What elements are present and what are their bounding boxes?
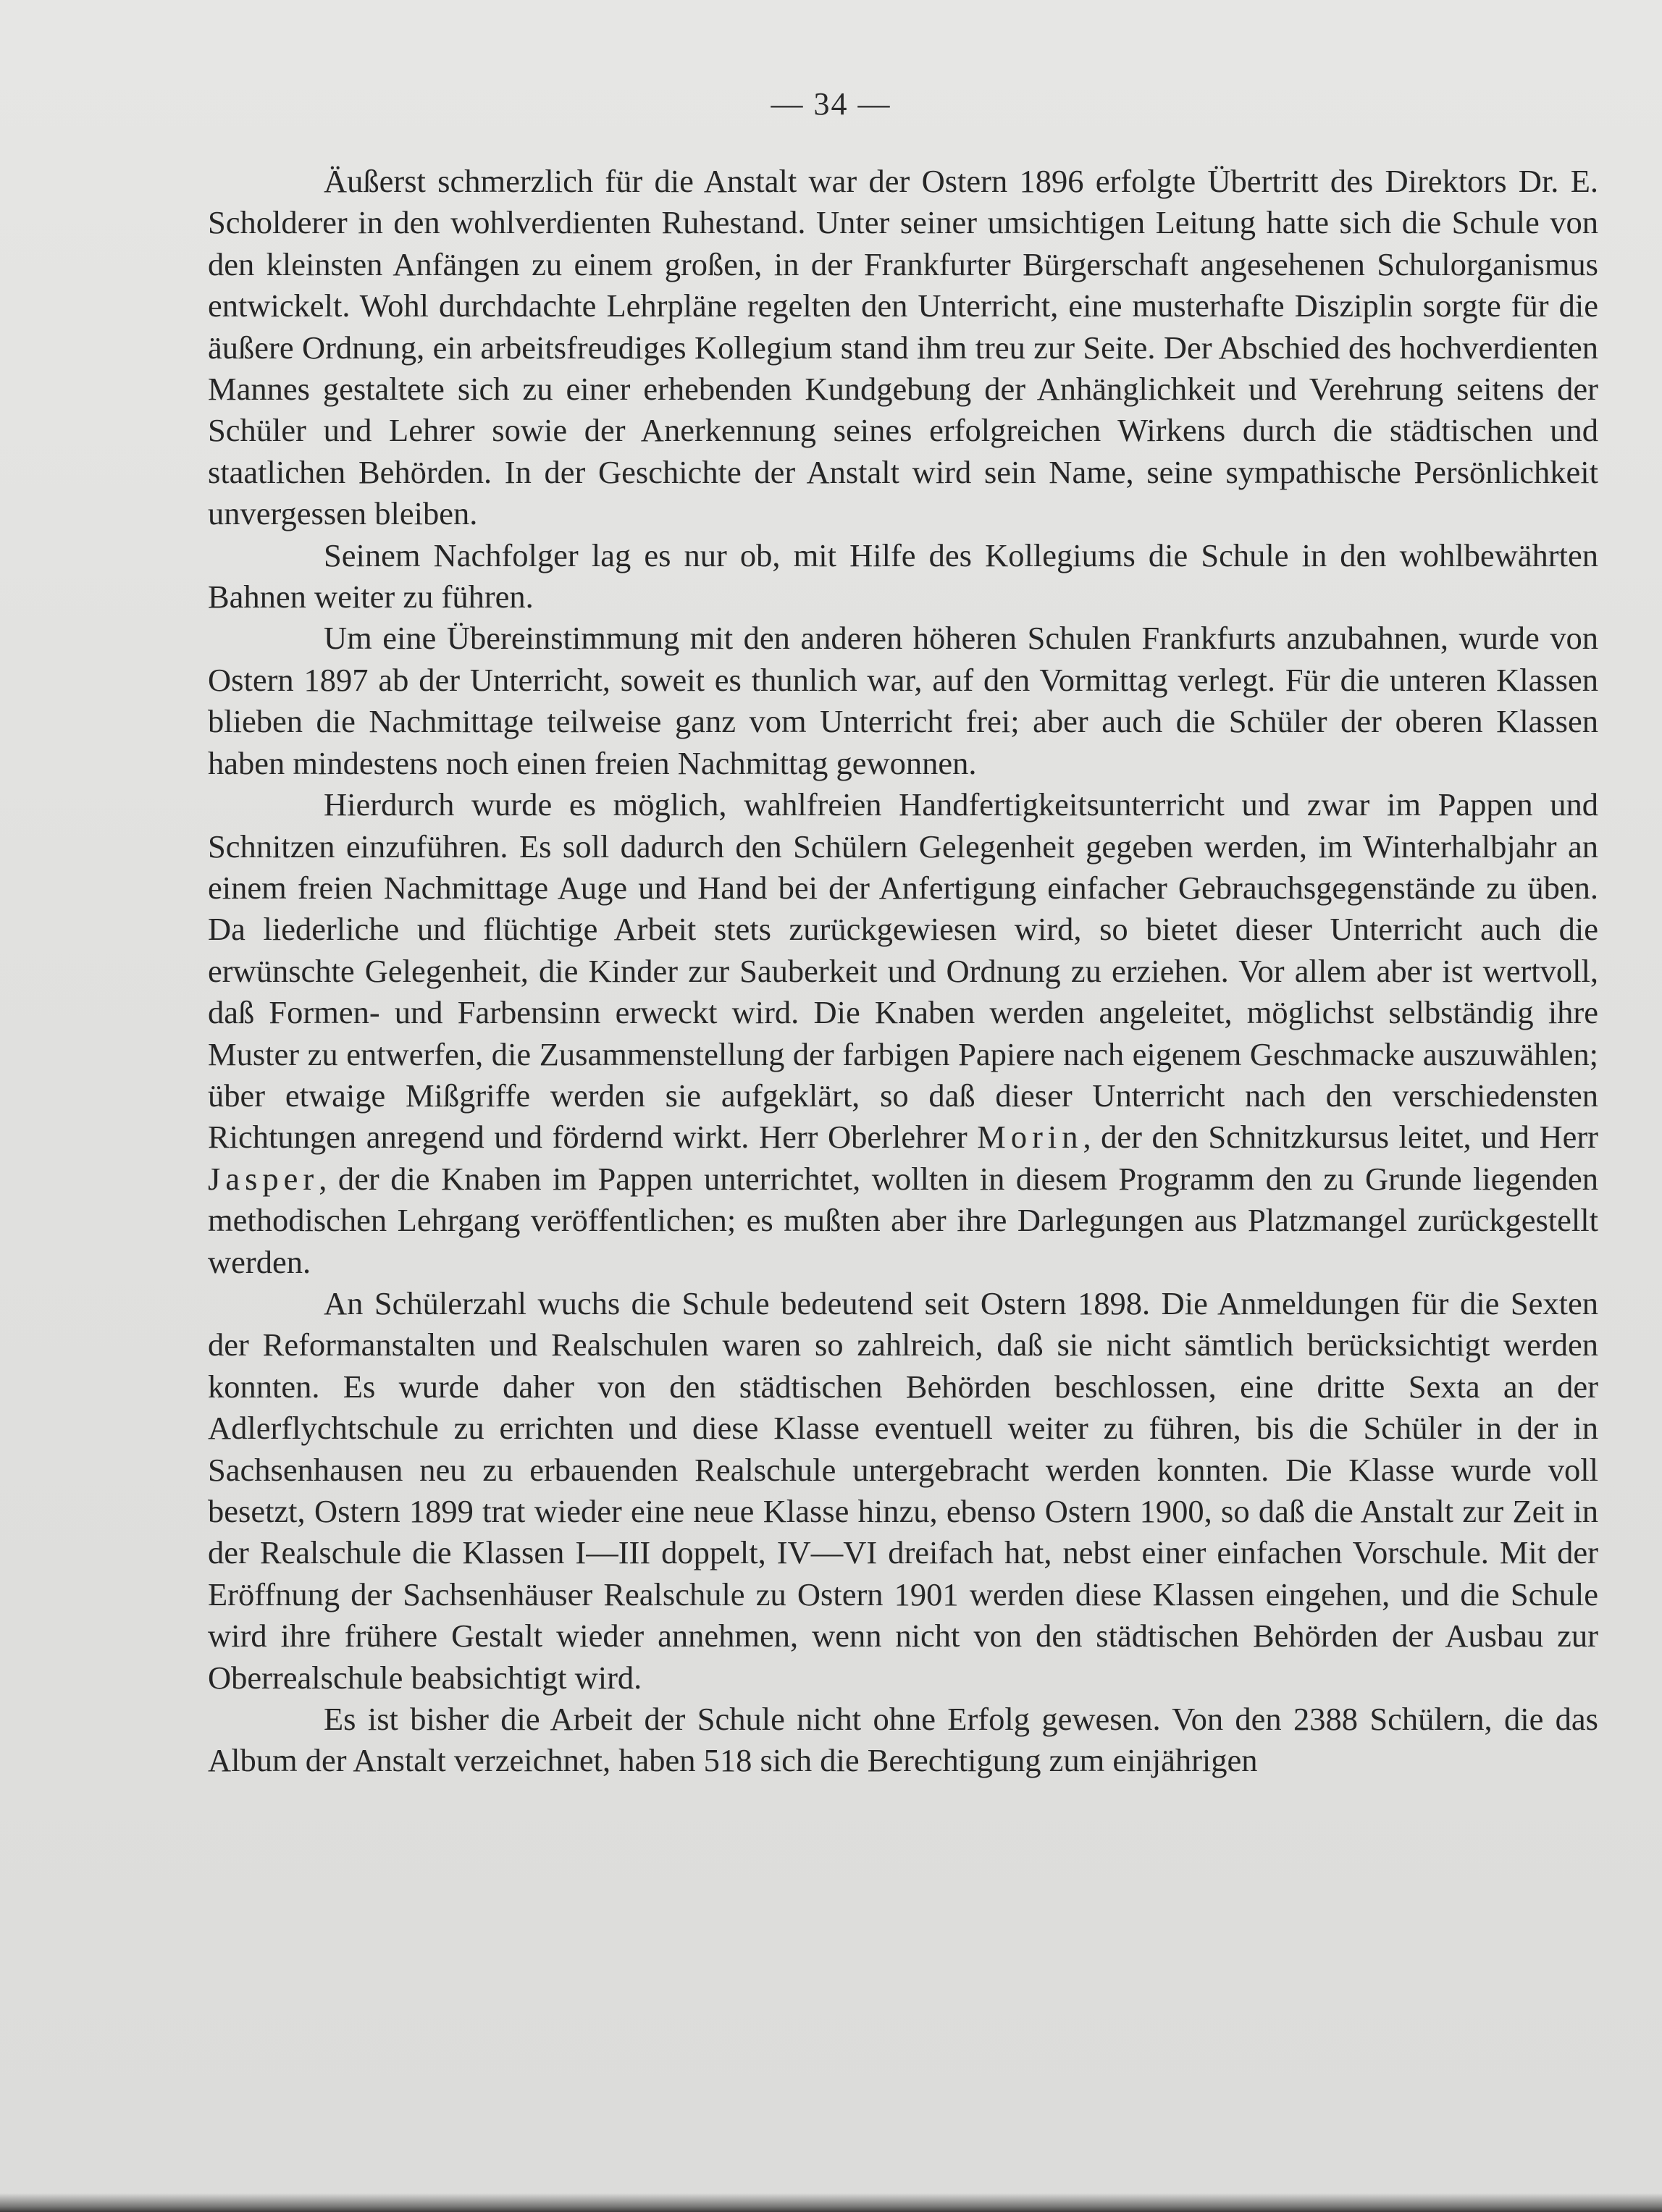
paragraph-4-text-b: , der den Schnitzkursus leitet, und Herr — [1083, 1119, 1598, 1156]
body-text — [208, 161, 1598, 1782]
scan-edge-shadow — [0, 2193, 1662, 2212]
paragraph-5 — [208, 1283, 1598, 1699]
teacher-name-jasper: Jasper — [208, 1160, 319, 1197]
paragraph-3-text: Um eine Übereinstimmung mit den anderen höheren Schulen Frankfurts anzubahnen, wurde von Ostern 1897 ab der Unterricht, soweit es thunlich war, auf den Vormittag verlegt. Für die unteren Klassen blieben die Nachmittage teilweise ganz vom Unterricht frei; aber auch die Schüler der oberen Klassen haben mindestens noch einen freien Nachmittag gewonnen. — [208, 620, 1598, 781]
paragraph-2 — [208, 535, 1598, 618]
paragraph-2-text: Seinem Nachfolger lag es nur ob, mit Hilfe des Kollegiums die Schule in den wohlbewährten Bahnen weiter zu führen. — [208, 537, 1598, 615]
page-number: — 34 — — [771, 86, 891, 122]
paragraph-1-text: Äußerst schmerzlich für die Anstalt war der Ostern 1896 erfolgte Übertritt des Direktors Dr. E. Scholderer in den wohlverdienten Ruhestand. Unter seiner umsichtigen Leitung hatte sich die Schule von den kleinsten Anfängen zu einem großen, in der Frankfurter Bürgerschaft angesehenen Schulorganismus entwickelt. Wohl durchdachte Lehrpläne regelten den Unterricht, eine musterhafte Disziplin sorgte für die äußere Ordnung, ein arbeitsfreudiges Kollegium stand ihm treu zur Seite. Der Abschied des hochverdienten Mannes gestaltete sich zu einer erhebenden Kundgebung der Anhänglichkeit und Verehrung seitens der Schüler und Lehrer sowie der Anerkennung seines erfolgreichen Wirkens durch die städtischen und staatlichen Behörden. In der Geschichte der Anstalt wird sein Name, seine sympathische Persönlichkeit unvergessen bleiben. — [208, 163, 1598, 532]
paragraph-6 — [208, 1699, 1598, 1782]
paragraph-4-text-c: , der die Knaben im Pappen unterrichtet, wollten in diesem Programm den zu Grunde liegenden methodischen Lehrgang veröffentlichen; es mußten aber ihre Darlegungen aus Platzmangel zurückgestellt werden. — [208, 1160, 1598, 1280]
paragraph-6-text: Es ist bisher die Arbeit der Schule nicht ohne Erfolg gewesen. Von den 2388 Schülern, die das Album der Anstalt verzeichnet, haben 518 sich die Berechtigung zum einjährigen — [208, 1701, 1598, 1779]
paragraph-4-text-a: Hierdurch wurde es möglich, wahlfreien Handfertigkeitsunterricht und zwar im Pappen und Schnitzen einzuführen. Es soll dadurch den Schülern Gelegenheit gegeben werden, im Winterhalbjahr an einem freien Nachmittage Auge und Hand bei der Anfertigung einfacher Gebrauchsgegenstände zu üben. Da liederliche und flüchtige Arbeit stets zurückgewiesen wird, so bietet dieser Unterricht auch die erwünschte Gelegenheit, die Kinder zur Sauberkeit und Ordnung zu erziehen. Vor allem aber ist wertvoll, daß Formen- und Farbensinn erweckt wird. Die Knaben werden angeleitet, möglichst selbständig ihre Muster zu entwerfen, die Zusammenstellung der farbigen Papiere nach eigenem Geschmacke auszuwählen; über etwaige Mißgriffe werden sie aufgeklärt, so daß dieser Unterricht nach den verschiedensten Richtungen anregend und fördernd wirkt. Herr Oberlehrer — [208, 786, 1598, 1156]
teacher-name-morin: Morin — [977, 1119, 1083, 1156]
paragraph-1 — [208, 161, 1598, 535]
paragraph-4 — [208, 784, 1598, 1283]
paragraph-5-text: An Schülerzahl wuchs die Schule bedeutend seit Ostern 1898. Die Anmeldungen für die Sexten der Reformanstalten und Realschulen waren so zahlreich, daß sie nicht sämtlich berücksichtigt werden konnten. Es wurde daher von den städtischen Behörden beschlossen, eine dritte Sexta an der Adlerflychtschule zu errichten und diese Klasse eventuell weiter zu führen, bis die Schüler in der in Sachsenhausen neu zu erbauenden Realschule untergebracht werden konnten. Die Klasse wurde voll besetzt, Ostern 1899 trat wieder eine neue Klasse hinzu, ebenso Ostern 1900, so daß die Anstalt zur Zeit in der Realschule die Klassen I—III doppelt, IV—VI dreifach hat, nebst einer einfachen Vorschule. Mit der Eröffnung der Sachsenhäuser Realschule zu Ostern 1901 werden diese Klassen eingehen, und die Schule wird ihre frühere Gestalt wieder annehmen, wenn nicht von den städtischen Behörden der Ausbau zur Oberrealschule beabsichtigt wird. — [208, 1284, 1598, 1696]
paragraph-3 — [208, 618, 1598, 784]
